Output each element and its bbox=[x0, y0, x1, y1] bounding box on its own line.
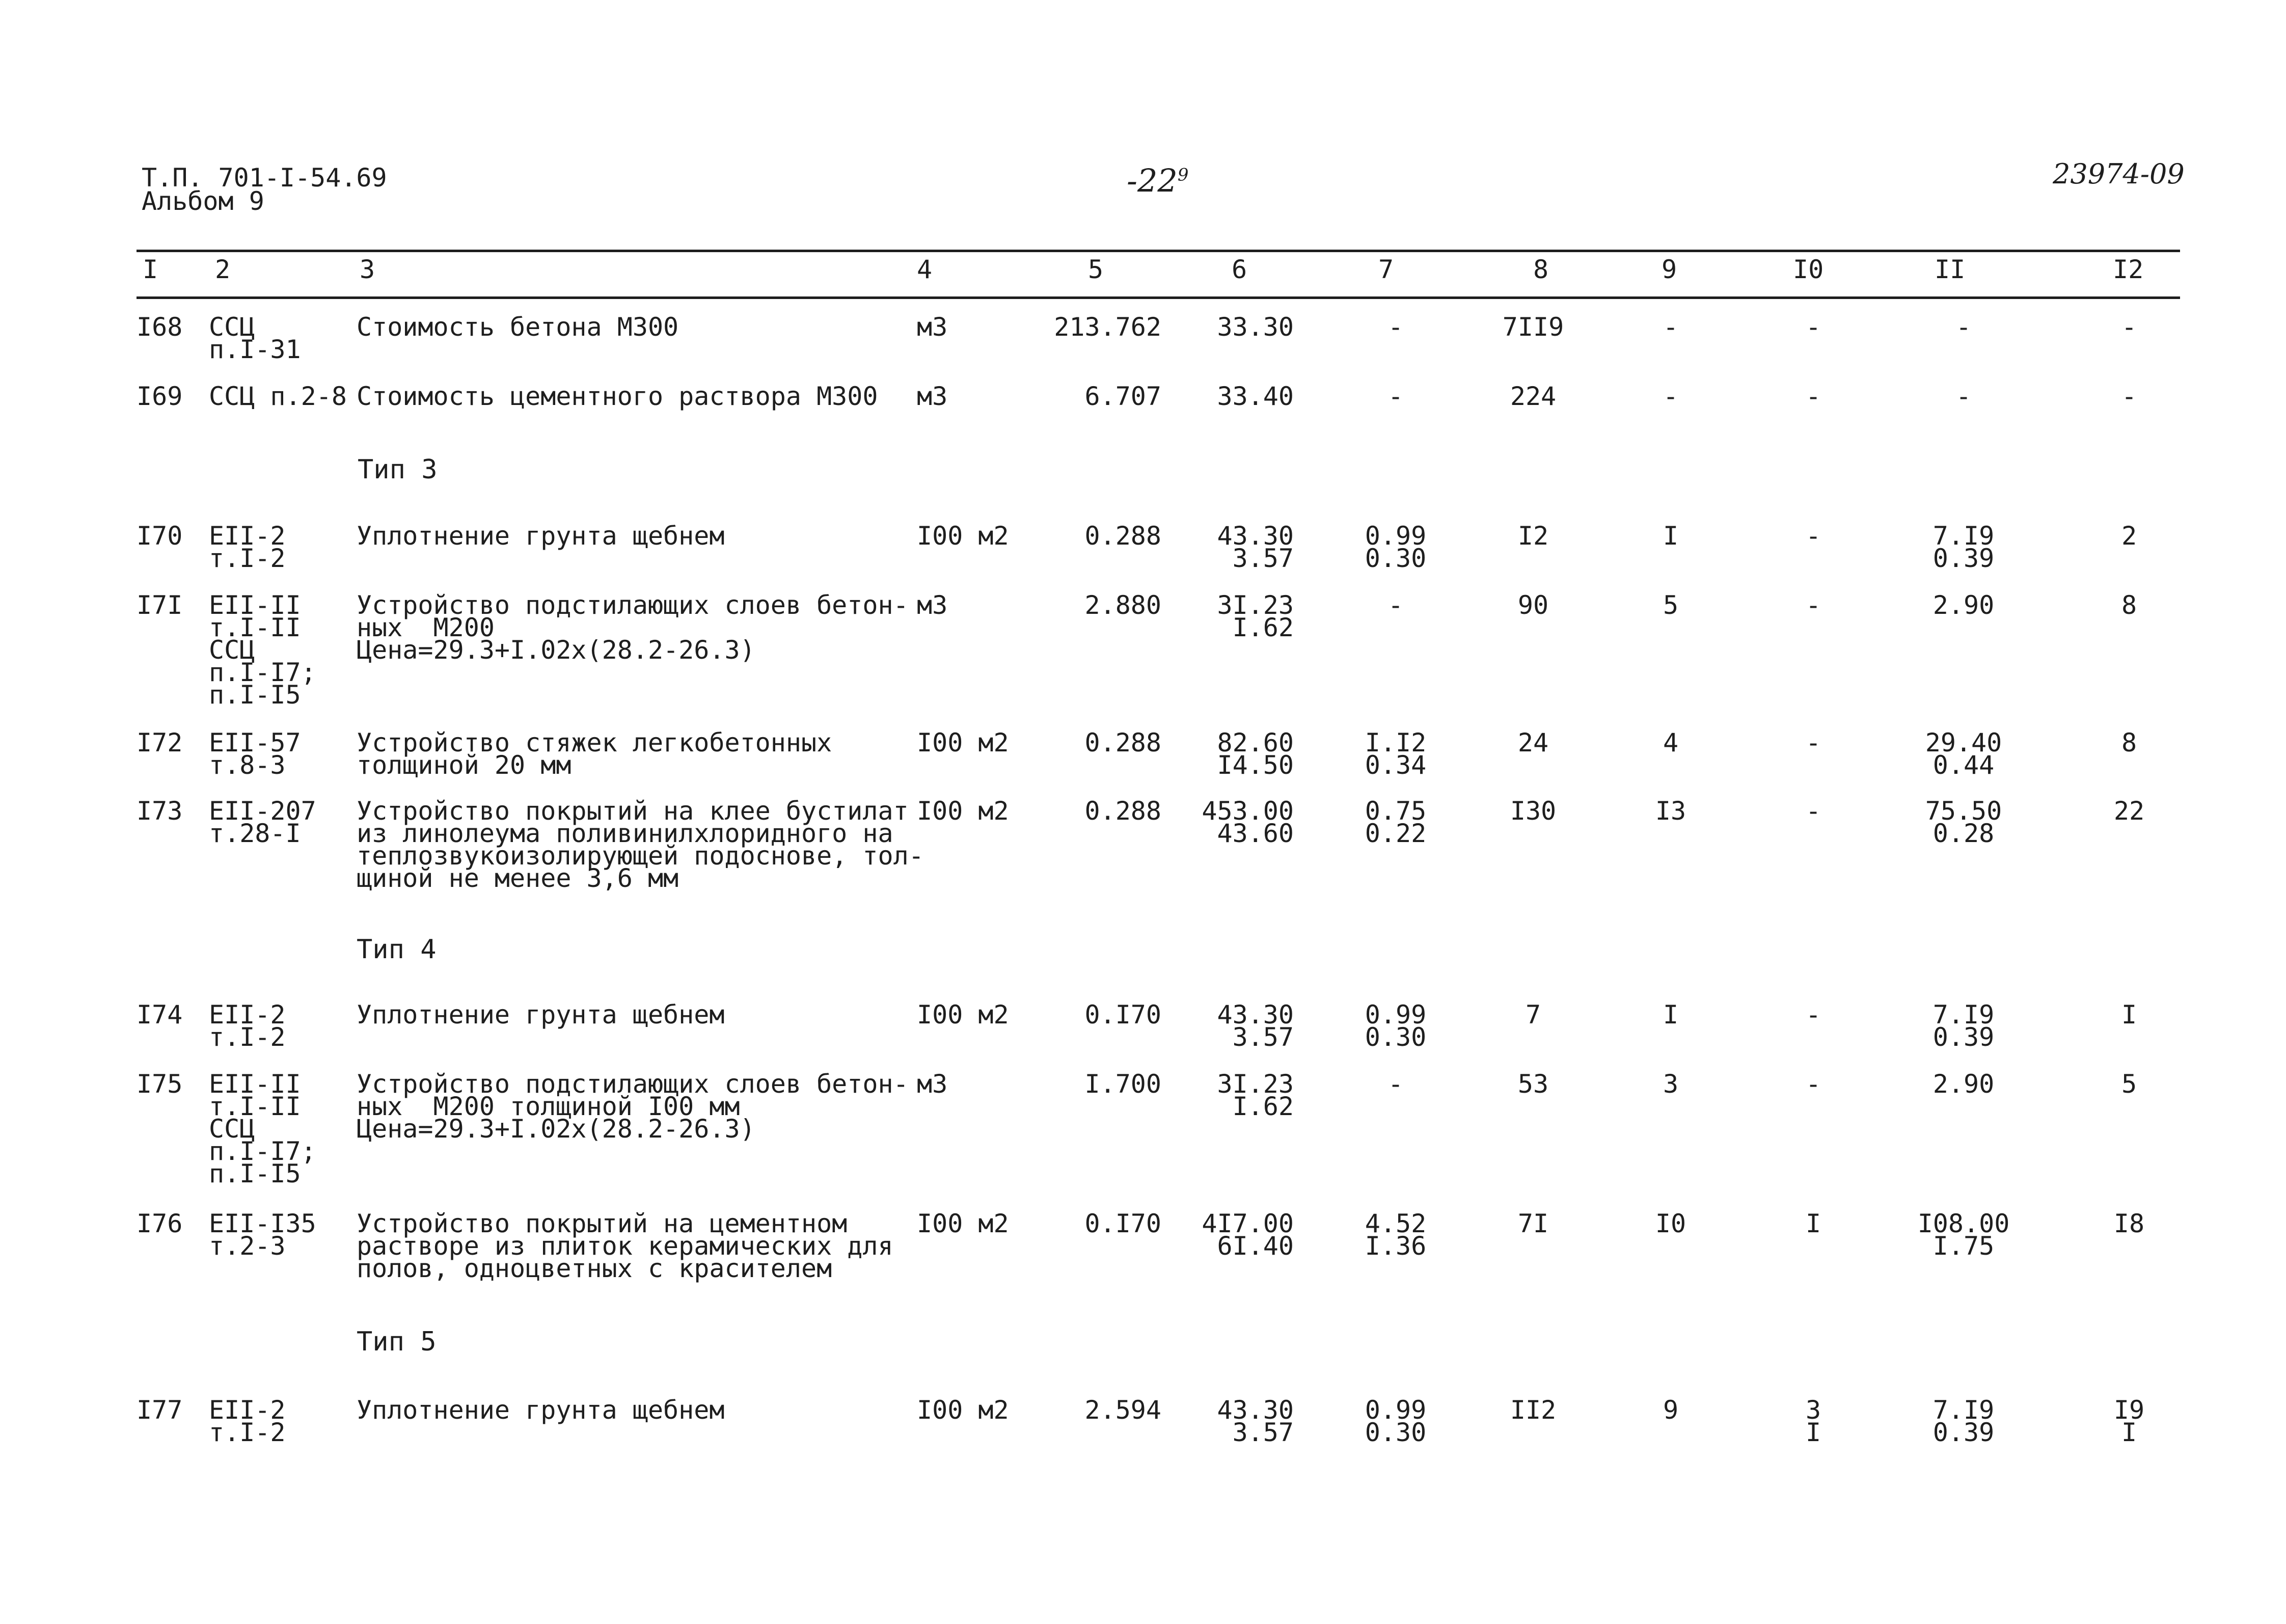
page-number-text: -22 bbox=[1127, 162, 1178, 199]
row-2-c10: - bbox=[1805, 382, 1821, 411]
row-6-code: ЕII-207 т.28-I bbox=[209, 796, 316, 848]
row-9-c12: I8 bbox=[2113, 1209, 2145, 1238]
row-3-c9: I bbox=[1663, 521, 1679, 551]
row-9-code: ЕII-I35 т.2-3 bbox=[209, 1209, 316, 1261]
row-7-code: ЕII-2 т.I-2 bbox=[209, 1000, 286, 1052]
row-5-price: 82.60 I4.50 bbox=[1217, 728, 1294, 780]
col-num-10: I0 bbox=[1793, 255, 1824, 284]
row-8-n: I75 bbox=[137, 1069, 183, 1099]
row-8-c11: 2.90 bbox=[1933, 1069, 1995, 1099]
row-3-desc: Уплотнение грунта щебнем bbox=[357, 521, 725, 551]
row-7-c8: 7 bbox=[1525, 1000, 1541, 1030]
section-heading-type-4: Тип 4 bbox=[357, 934, 437, 965]
row-9-unit: I00 м2 bbox=[917, 1209, 1009, 1238]
row-3-n: I70 bbox=[137, 521, 183, 551]
row-1-c9: - bbox=[1663, 312, 1679, 342]
inventory-number: 23974-09 bbox=[2053, 158, 2185, 190]
row-5-unit: I00 м2 bbox=[917, 728, 1009, 757]
row-9-c8: 7I bbox=[1517, 1209, 1549, 1238]
row-8-qty: I.700 bbox=[1084, 1069, 1161, 1099]
row-5-code: ЕII-57 т.8-3 bbox=[209, 728, 301, 780]
section-heading-type-5: Тип 5 bbox=[357, 1327, 437, 1357]
row-10-qty: 2.594 bbox=[1084, 1395, 1161, 1425]
row-5-c12: 8 bbox=[2121, 728, 2137, 757]
row-6-c9: I3 bbox=[1655, 796, 1686, 826]
row-4-price: 3I.23 I.62 bbox=[1217, 590, 1294, 642]
row-4-unit: м3 bbox=[917, 590, 948, 620]
row-10-c10: 3 I bbox=[1805, 1395, 1821, 1447]
row-6-c12: 22 bbox=[2113, 796, 2145, 826]
row-6-wage: 0.75 0.22 bbox=[1365, 796, 1427, 848]
row-3-code: ЕII-2 т.I-2 bbox=[209, 521, 286, 573]
row-10-c9: 9 bbox=[1663, 1395, 1679, 1425]
col-num-11: II bbox=[1935, 255, 1966, 284]
row-1-wage: - bbox=[1387, 312, 1404, 342]
row-1-desc: Стоимость бетона М300 bbox=[357, 312, 679, 342]
section-heading-type-3: Тип 3 bbox=[358, 454, 438, 485]
row-2-qty: 6.707 bbox=[1084, 382, 1161, 411]
row-7-c11: 7.I9 0.39 bbox=[1933, 1000, 1995, 1052]
row-4-code: ЕII-II т.I-II ССЦ п.I-I7; п.I-I5 bbox=[209, 590, 316, 710]
table-top-rule bbox=[137, 250, 2180, 252]
table-header-rule bbox=[137, 296, 2180, 299]
col-num-2: 2 bbox=[215, 255, 231, 284]
row-4-wage: - bbox=[1387, 590, 1404, 620]
row-8-c12: 5 bbox=[2121, 1069, 2137, 1099]
row-1-qty: 213.762 bbox=[1054, 312, 1161, 342]
col-num-3: 3 bbox=[360, 255, 375, 284]
row-2-unit: м3 bbox=[917, 382, 948, 411]
row-10-c12: I9 I bbox=[2113, 1395, 2145, 1447]
col-num-6: 6 bbox=[1232, 255, 1247, 284]
row-7-qty: 0.I70 bbox=[1084, 1000, 1161, 1030]
row-6-desc: Устройство покрытий на клее бустилат из линолеума поливинилхлоридного на теплозвукоизолирующей подоснове, тол- щиной не менее 3,6 мм bbox=[357, 796, 924, 893]
row-5-desc: Устройство стяжек легкобетонных толщиной 20 мм bbox=[357, 728, 832, 780]
row-4-c9: 5 bbox=[1663, 590, 1679, 620]
row-9-price: 4I7.00 6I.40 bbox=[1202, 1209, 1294, 1261]
row-6-unit: I00 м2 bbox=[917, 796, 1009, 826]
row-7-price: 43.30 3.57 bbox=[1217, 1000, 1294, 1052]
row-2-n: I69 bbox=[137, 382, 183, 411]
row-3-c8: I2 bbox=[1517, 521, 1549, 551]
row-4-n: I7I bbox=[137, 590, 183, 620]
row-3-c11: 7.I9 0.39 bbox=[1933, 521, 1995, 573]
col-num-4: 4 bbox=[917, 255, 933, 284]
row-2-c12: - bbox=[2121, 382, 2137, 411]
row-7-unit: I00 м2 bbox=[917, 1000, 1009, 1030]
row-1-c12: - bbox=[2121, 312, 2137, 342]
row-1-c8: 7II9 bbox=[1502, 312, 1564, 342]
col-num-12: I2 bbox=[2113, 255, 2144, 284]
row-8-price: 3I.23 I.62 bbox=[1217, 1069, 1294, 1121]
row-5-wage: I.I2 0.34 bbox=[1365, 728, 1427, 780]
row-5-n: I72 bbox=[137, 728, 183, 757]
document-code: Т.П. 701-I-54.69 bbox=[142, 163, 387, 193]
row-1-c10: - bbox=[1805, 312, 1821, 342]
row-7-c12: I bbox=[2121, 1000, 2137, 1030]
row-2-desc: Стоимость цементного раствора М300 bbox=[357, 382, 878, 411]
row-7-n: I74 bbox=[137, 1000, 183, 1030]
row-9-n: I76 bbox=[137, 1209, 183, 1238]
row-10-code: ЕII-2 т.I-2 bbox=[209, 1395, 286, 1447]
row-1-c11: - bbox=[1955, 312, 1972, 342]
row-10-unit: I00 м2 bbox=[917, 1395, 1009, 1425]
row-10-desc: Уплотнение грунта щебнем bbox=[357, 1395, 725, 1425]
row-5-c11: 29.40 0.44 bbox=[1925, 728, 2002, 780]
row-1-price: 33.30 bbox=[1217, 312, 1294, 342]
col-num-1: I bbox=[143, 255, 158, 284]
row-1-unit: м3 bbox=[917, 312, 948, 342]
col-num-7: 7 bbox=[1378, 255, 1394, 284]
row-4-c12: 8 bbox=[2121, 590, 2137, 620]
col-num-8: 8 bbox=[1533, 255, 1549, 284]
page-mark: 9 bbox=[1177, 165, 1189, 185]
row-5-c10: - bbox=[1805, 728, 1821, 757]
row-6-c11: 75.50 0.28 bbox=[1925, 796, 2002, 848]
row-9-c9: I0 bbox=[1655, 1209, 1686, 1238]
row-6-price: 453.00 43.60 bbox=[1202, 796, 1294, 848]
row-5-c9: 4 bbox=[1663, 728, 1679, 757]
row-10-c11: 7.I9 0.39 bbox=[1933, 1395, 1995, 1447]
row-2-c8: 224 bbox=[1510, 382, 1557, 411]
row-8-c8: 53 bbox=[1517, 1069, 1549, 1099]
row-10-wage: 0.99 0.30 bbox=[1365, 1395, 1427, 1447]
row-3-qty: 0.288 bbox=[1084, 521, 1161, 551]
row-8-code: ЕII-II т.I-II ССЦ п.I-I7; п.I-I5 bbox=[209, 1069, 316, 1188]
row-2-code: ССЦ п.2-8 bbox=[209, 382, 347, 411]
row-7-c9: I bbox=[1663, 1000, 1679, 1030]
row-10-n: I77 bbox=[137, 1395, 183, 1425]
album-label: Альбом 9 bbox=[142, 186, 264, 216]
row-3-c10: - bbox=[1805, 521, 1821, 551]
row-7-desc: Уплотнение грунта щебнем bbox=[357, 1000, 725, 1030]
row-9-qty: 0.I70 bbox=[1084, 1209, 1161, 1238]
row-2-c11: - bbox=[1955, 382, 1972, 411]
col-num-5: 5 bbox=[1088, 255, 1104, 284]
row-6-n: I73 bbox=[137, 796, 183, 826]
row-5-c8: 24 bbox=[1517, 728, 1549, 757]
row-8-wage: - bbox=[1387, 1069, 1404, 1099]
row-7-c10: - bbox=[1805, 1000, 1821, 1030]
row-9-c10: I bbox=[1805, 1209, 1821, 1238]
row-9-wage: 4.52 I.36 bbox=[1365, 1209, 1427, 1261]
row-8-unit: м3 bbox=[917, 1069, 948, 1099]
row-3-unit: I00 м2 bbox=[917, 521, 1009, 551]
row-1-n: I68 bbox=[137, 312, 183, 342]
row-2-wage: - bbox=[1387, 382, 1404, 411]
row-8-desc: Устройство подстилающих слоев бетон- ных М200 толщиной I00 мм Цена=29.3+I.02х(28.2-26.3) bbox=[357, 1069, 909, 1144]
row-8-c9: 3 bbox=[1663, 1069, 1679, 1099]
row-9-c11: I08.00 I.75 bbox=[1917, 1209, 2010, 1261]
row-1-code: ССЦ п.I-31 bbox=[209, 312, 301, 364]
row-7-wage: 0.99 0.30 bbox=[1365, 1000, 1427, 1052]
row-8-c10: - bbox=[1805, 1069, 1821, 1099]
row-3-price: 43.30 3.57 bbox=[1217, 521, 1294, 573]
row-3-wage: 0.99 0.30 bbox=[1365, 521, 1427, 573]
row-10-c8: II2 bbox=[1510, 1395, 1557, 1425]
row-6-qty: 0.288 bbox=[1084, 796, 1161, 826]
page-number bbox=[1127, 162, 1188, 199]
row-2-price: 33.40 bbox=[1217, 382, 1294, 411]
row-6-c10: - bbox=[1805, 796, 1821, 826]
row-4-c10: - bbox=[1805, 590, 1821, 620]
col-num-9: 9 bbox=[1662, 255, 1677, 284]
row-5-qty: 0.288 bbox=[1084, 728, 1161, 757]
row-9-desc: Устройство покрытий на цементном растворе из плиток керамических для полов, одноцветных с красителем bbox=[357, 1209, 893, 1283]
row-10-price: 43.30 3.57 bbox=[1217, 1395, 1294, 1447]
row-4-desc: Устройство подстилающих слоев бетон- ных М200 Цена=29.3+I.02х(28.2-26.3) bbox=[357, 590, 909, 665]
row-2-c9: - bbox=[1663, 382, 1679, 411]
row-6-c8: I30 bbox=[1510, 796, 1557, 826]
row-4-c8: 90 bbox=[1517, 590, 1549, 620]
row-3-c12: 2 bbox=[2121, 521, 2137, 551]
row-4-c11: 2.90 bbox=[1933, 590, 1995, 620]
row-4-qty: 2.880 bbox=[1084, 590, 1161, 620]
